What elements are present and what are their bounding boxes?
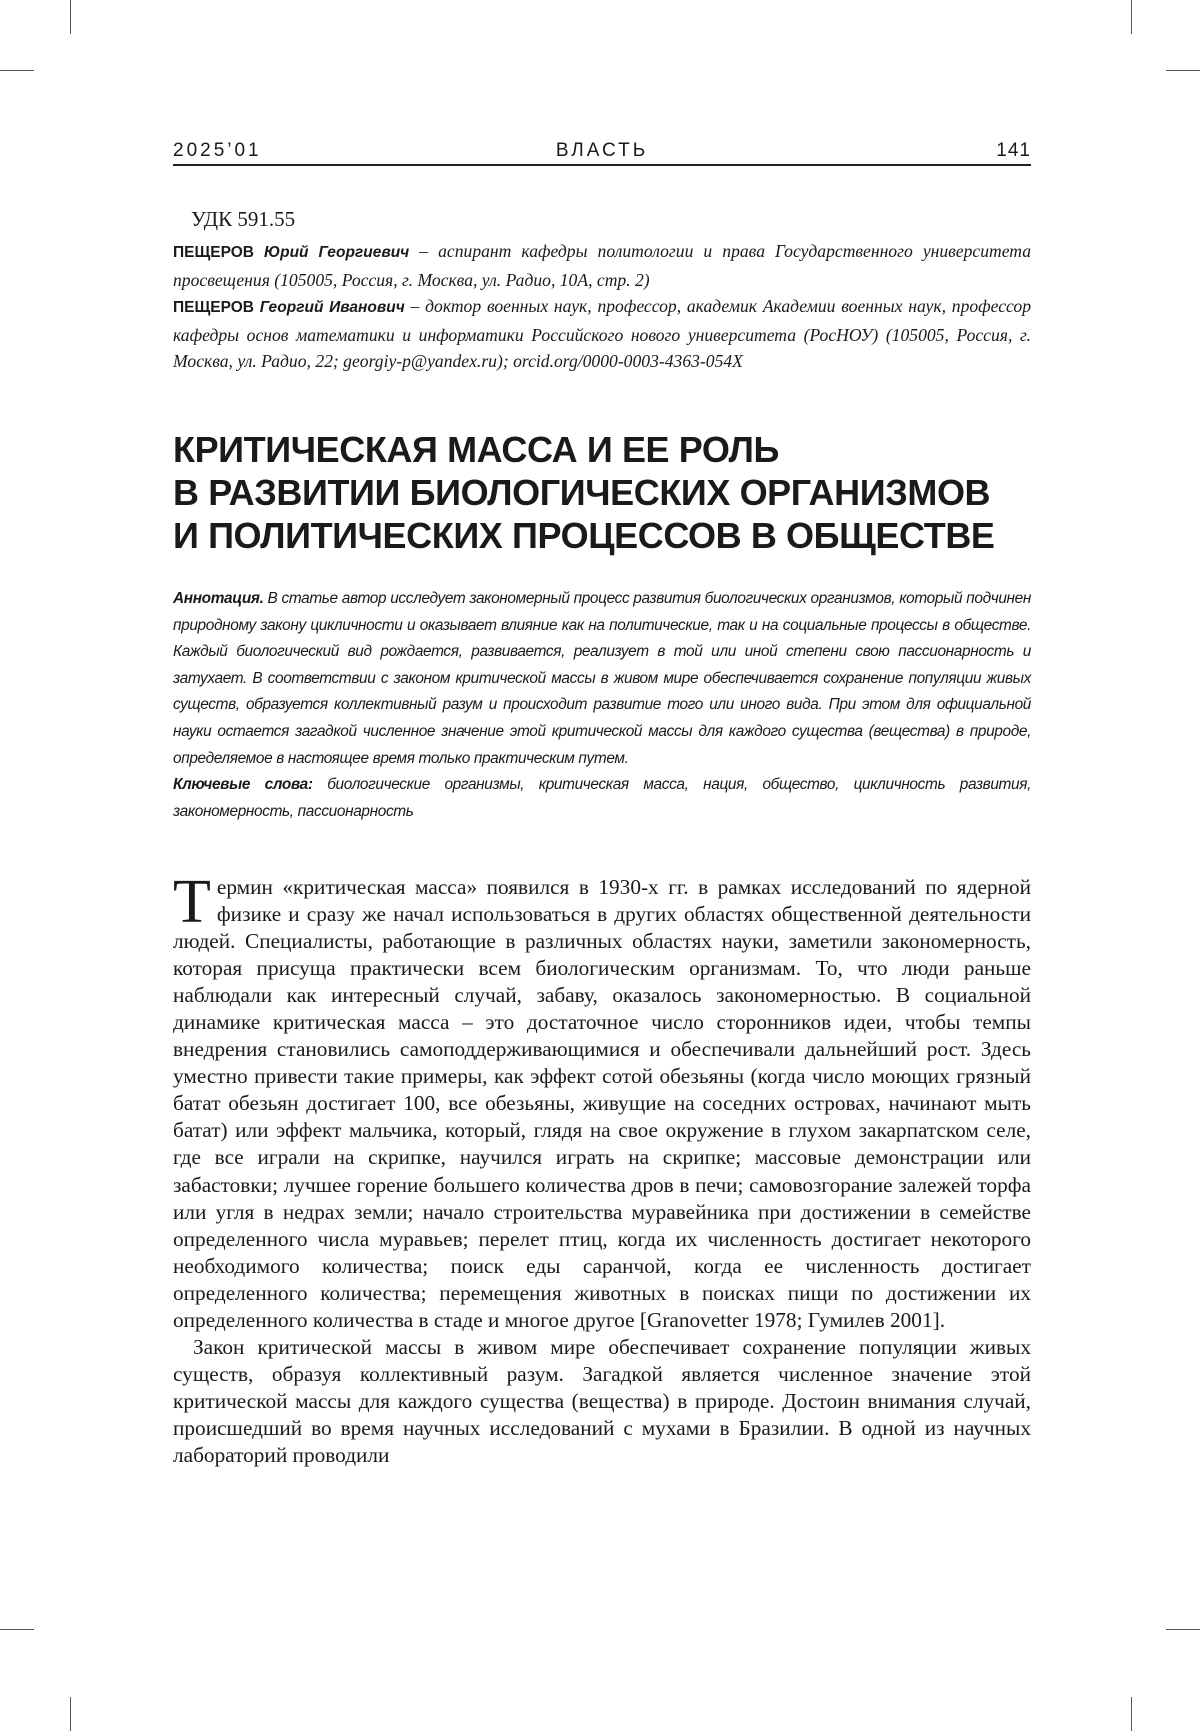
abstract-text: В статье автор исследует закономерный процесс развития биологических организмов, который подчинен природному закону цикличности и оказывает влияние как на политические, так и на социальные процессы в обществе. Каждый биологический вид рождается, развивается, реализует в той или иной степени свою пассионарность и затухает. В соответствии с законом критической массы в живом мире обеспечивается сохранение популяции живых существ, образуется коллективный разум и происходит развитие того или иного вида. При этом для официальной науки остается загадкой численное значение этой критической массы для каждого существа (вещества) в природе, определяемое в настоящее время только практическим путем. (173, 590, 1031, 767)
journal-name: ВЛАСТЬ (173, 140, 1031, 162)
article-body (173, 874, 1031, 1469)
paragraph-text: ермин «критическая масса» появился в 1930-х гг. в рамках исследований по ядерной физике и сразу же начал использоваться в других областях общественной деятельности людей. Специалисты, работающие в различных областях науки, заметили закономерность, которая присуща практически всем биологическим организмам. То, что люди раньше наблюдали как интересный случай, забаву, оказалось закономерностью. В социальной динамике критическая масса – это достаточное число сторонников идеи, чтобы темпы внедрения становились самоподдерживающимися и обеспечивали дальнейший рост. Здесь уместно привести такие примеры, как эффект сотой обезьяны (когда число моющих грязный батат обезьян достигает 100, все обезьяны, живущие на соседних островах, начинают мыть батат) или эффект мальчика, который, глядя на свое окружение в глухом закарпатском селе, где все играли на скрипке, научился играть на скрипке; массовые демонстрации или забастовки; лучшее горение большего количества дров в печи; самовозгорание залежей торфа или угля в недрах земли; начало строительства муравейника при достижении в семействе определенного числа муравьев; перелет птиц, когда их численность достигает некоторого необходимого количества; поиск еды саранчой, когда ее численность достигает определенного количества; перемещения животных в поисках пищи по достижении их определенного количества в стаде и многое другое [Granovetter 1978; Гумилев 2001]. (173, 875, 1031, 1332)
crop-mark-bottom-left-h (0, 1629, 34, 1630)
issue-number: 2025’01 (173, 140, 262, 162)
crop-mark-top-right-h (1166, 70, 1200, 71)
crop-mark-bottom-right-h (1166, 1629, 1200, 1630)
author-info: – доктор военных наук, профессор, академик Академии военных наук, профессор кафедры основ математики и информатики Российского нового университета (РосНОУ) (105005, Россия, г. Москва, ул. Радио, 22; georgiy-p@yandex.ru); orcid.org/0000-0003-4363-054X (173, 296, 1031, 371)
keywords (173, 772, 1031, 825)
title-line: В РАЗВИТИИ БИОЛОГИЧЕСКИХ ОРГАНИЗМОВ (173, 471, 1031, 514)
author-entry (173, 238, 1031, 293)
body-paragraph (173, 874, 1031, 1334)
abstract (173, 586, 1031, 772)
keywords-text: биологические организмы, критическая масса, нация, общество, цикличность развития, закономерность, пассионарность (173, 776, 1031, 820)
running-header (173, 140, 1031, 166)
title-line: КРИТИЧЕСКАЯ МАССА И ЕЕ РОЛЬ (173, 428, 1031, 471)
crop-mark-top-left-h (0, 70, 34, 71)
udk-code: УДК 591.55 (191, 207, 295, 232)
page-number: 141 (996, 140, 1031, 162)
author-given-name: Юрий Георгиевич (264, 244, 409, 261)
keywords-label: Ключевые слова: (173, 776, 313, 793)
author-surname: ПЕЩЕРОВ (173, 299, 254, 316)
article-title (173, 428, 1031, 557)
crop-mark-bottom-right-v (1131, 1697, 1132, 1731)
crop-mark-top-left-v (70, 0, 71, 34)
author-block (173, 238, 1031, 375)
abstract-label: Аннотация. (173, 590, 264, 607)
title-line: И ПОЛИТИЧЕСКИХ ПРОЦЕССОВ В ОБЩЕСТВЕ (173, 514, 1031, 557)
abstract-block (173, 586, 1031, 825)
crop-mark-bottom-left-v (70, 1697, 71, 1731)
author-given-name: Георгий Иванович (260, 299, 405, 316)
body-paragraph: Закон критической массы в живом мире обеспечивает сохранение популяции живых существ, образуя коллективный разум. Загадкой является численное значение этой критической массы для каждого существа (вещества) в природе. Достоин внимания случай, происшедший во время научных исследований с мухами в Бразилии. В одной из научных лабораторий проводили (173, 1334, 1031, 1469)
author-entry (173, 293, 1031, 375)
crop-mark-top-right-v (1131, 0, 1132, 34)
author-info: – аспирант кафедры политологии и права Государственного университета просвещения (105005, Россия, г. Москва, ул. Радио, 10А, стр. 2) (173, 241, 1031, 290)
author-surname: ПЕЩЕРОВ (173, 244, 254, 261)
drop-cap: Т (173, 877, 211, 927)
